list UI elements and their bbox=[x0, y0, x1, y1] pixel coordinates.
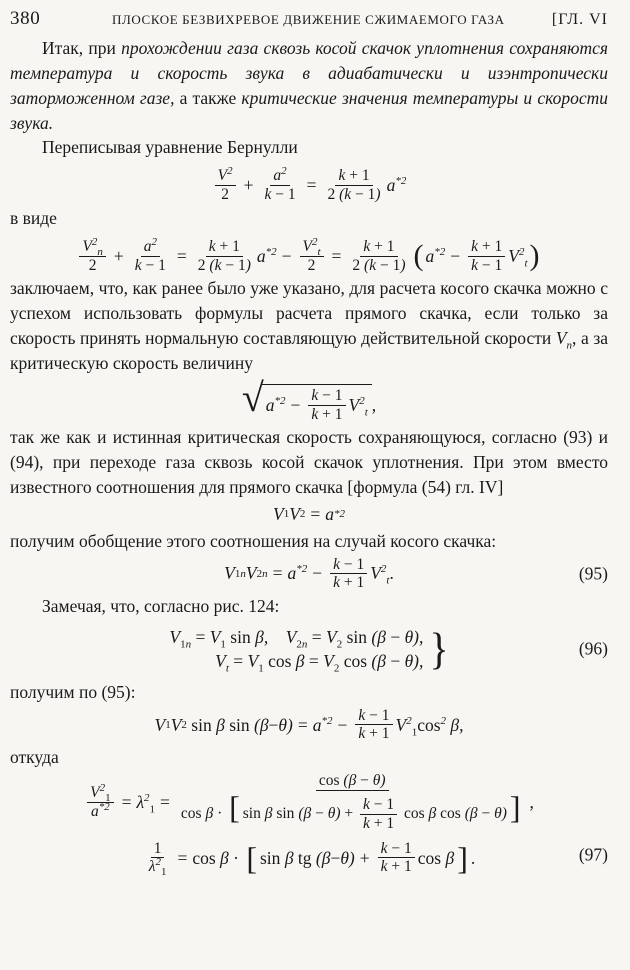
text-run: заключаем, что, как ранее было уже указано, для расчета косого скачка можно с успехом использовать формулы расчета прямого скачка, если только за скорость принять нормальную составляющую действительной скорости bbox=[10, 278, 608, 348]
equation-95: V 1n V 2n = $a^{*2}$ − $\frac{k - 1}{k + 1}$ $V^2_t$. (95) bbox=[224, 555, 608, 592]
page-header bbox=[10, 6, 608, 36]
equation-lambda-squared: $\frac{V^2_1}{a^{*2}}$ = $\lambda^2_1$ = cos (β − θ) cos β · [ sin β sin (β − θ) + $\frac{k - 1}{k + 1}$ cos β cos (β − θ)] , bbox=[10, 772, 608, 833]
equation-bernoulli: $\frac{V^2}{2}$ + $\frac{a^2}{k - 1}$ = $\frac{k + 1}{2 (k - 1)}$ $a^{*2}$ bbox=[10, 162, 608, 204]
equation-substituted: V 1 V 2 sin β sin (β − θ) = $a^{*2}$ − $\frac{k - 1}{k + 1}$ $V^2_1\cos^2$ β, bbox=[154, 706, 464, 743]
equation-prandtl: V 1 V 2 = a *2 bbox=[272, 503, 346, 524]
paragraph-from-95: получим по (95): bbox=[10, 681, 136, 702]
text-run: , а за критическую скорость величину bbox=[10, 328, 609, 373]
equation-number: (95) bbox=[578, 563, 608, 584]
italic-run: критические значения температуры и скорости звука. bbox=[10, 87, 609, 133]
equation-96: $V_{1n} = V_1$ sin β, $V_{2n} = V_2$ sin (β − θ), $V_t = V_1$ $\cos \beta = V_2$ cos (β − θ), } (96) bbox=[169, 623, 608, 675]
paragraph-normal-component: заключаем, что, как ранее было уже указано, для расчета косого скачка можно с успехом использовать формулы расчета прямого скачка, если только за скорость принять нормальную составляющую действительной скорости $V_n$, а за критическую скорость величину bbox=[10, 278, 609, 373]
text-run: а также bbox=[174, 87, 242, 108]
chapter-label: [ГЛ. VI bbox=[551, 11, 608, 28]
paragraph-conclusion bbox=[10, 36, 608, 135]
italic-run: прохождении газа сквозь косой скачок уплотнения сохраняются температура и скорость звука в адиабатически и изэнтропически заторможенном газе, bbox=[10, 38, 608, 108]
equation-bernoulli-split: $\frac{V^2_n}{2}$ + $\frac{a^2}{k - 1}$ = $\frac{k + 1}{2 (k - 1)}$ $a^{*2}$ − $\frac{V^2_t}{2}$ = $\frac{k + 1}{2 (k - 1)}$ ( $a^{*2}$ − $\frac{k + 1}{k - 1}$ $V^2_t$ ) bbox=[10, 233, 608, 275]
running-title: ПЛОСКОЕ БЕЗВИХРЕВОЕ ДВИЖЕНИЕ СЖИМАЕМОГО ГАЗА bbox=[112, 12, 505, 27]
paragraph-generalization: получим обобщение этого соотношения на случай косого скачка: bbox=[10, 530, 497, 551]
paragraph-true-critical: так же как и истинная критическая скорость сохраняющуюся, согласно (93) и (94), при переходе газа сквозь косой скачок уплотнения. При этом вместо известного соотношения для прямого скачка [формула (54) гл. IV] bbox=[10, 427, 608, 497]
paragraph-whence: откуда bbox=[10, 747, 59, 768]
equation-number: (96) bbox=[578, 638, 608, 659]
page-number: 380 bbox=[10, 8, 41, 29]
equation-sqrt-critical: √ $a^{*2}$ − $\frac{k - 1}{k + 1}$ $V^2_t$ , bbox=[241, 374, 377, 423]
paragraph-noting: Замечая, что, согласно рис. 124: bbox=[42, 596, 280, 617]
equation-number: (97) bbox=[578, 845, 608, 866]
equation-97: $\frac{1}{\lambda^2_1}$ = cos β · [ sin β tg (β − θ) + $\frac{k - 1}{k + 1}$ cos β ] . (97) bbox=[148, 839, 608, 879]
text-run: Итак, при bbox=[42, 38, 122, 58]
paragraph-in-form: в виде bbox=[10, 207, 57, 228]
paragraph-bernoulli: Переписывая уравнение Бернулли bbox=[42, 137, 298, 158]
